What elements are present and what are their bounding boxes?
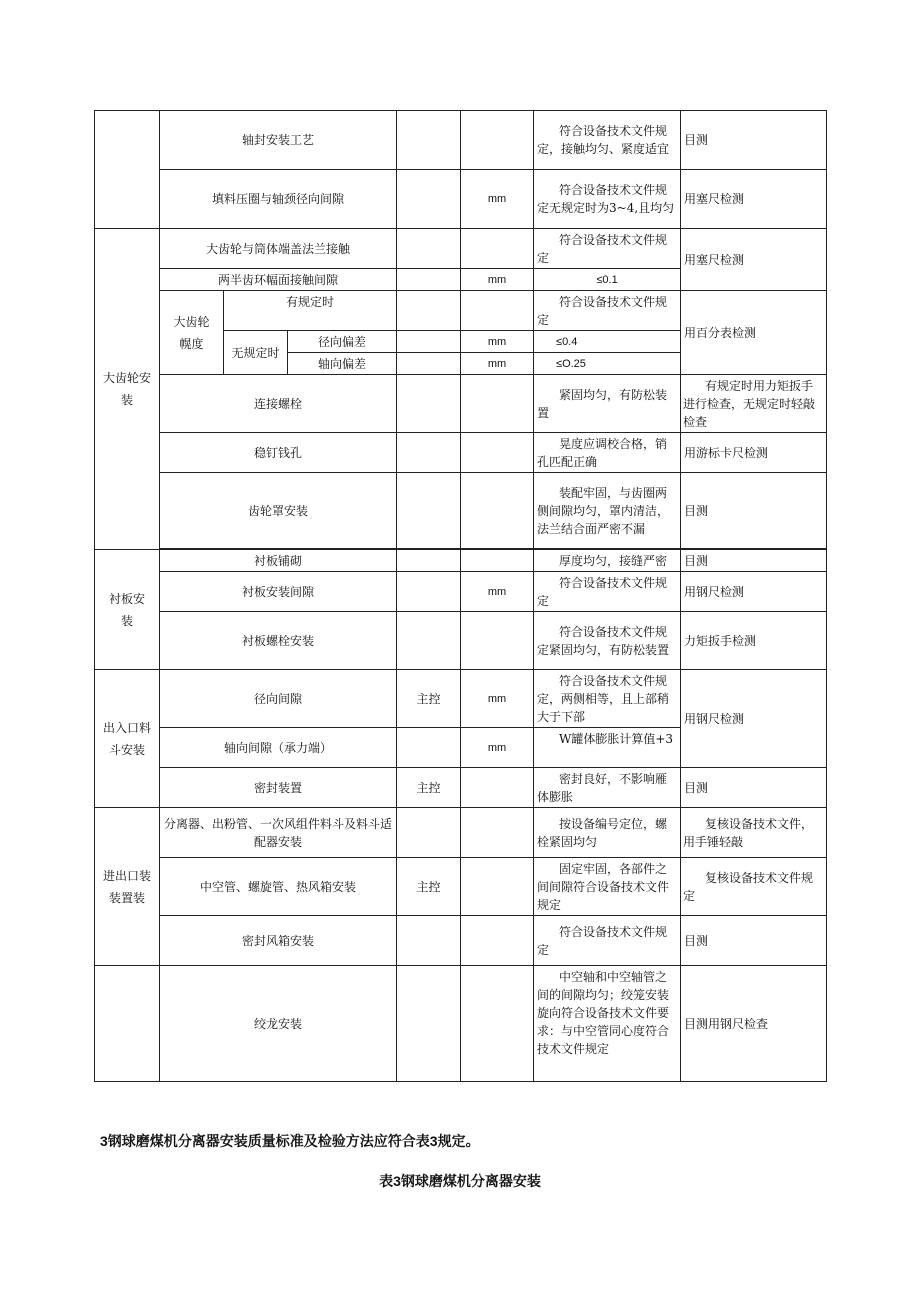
- method-dowel-holes: 用游标卡尺检测: [681, 433, 827, 473]
- unit-cell: [461, 291, 534, 331]
- item-gear-wobble: [160, 291, 224, 375]
- group-big-gear: [95, 229, 160, 550]
- item-radial-deviation: 径向偏差: [288, 331, 397, 353]
- item-hollow-tube: 中空管、螺旋管、热风箱安装: [160, 858, 397, 916]
- standard-liner-gap: 符合设备技术文件规定: [534, 572, 681, 612]
- standard-radial-deviation: ≤0.4: [534, 331, 681, 353]
- method-liner-bolts: 力矩扳手检测: [681, 612, 827, 670]
- group-big-gear-label: 大齿轮安装: [102, 371, 151, 407]
- item-hopper-radial-gap: 径向间隙: [160, 670, 397, 728]
- section-paragraph: 3钢球磨煤机分离器安装质量标准及检验方法应符合表3规定。: [100, 1133, 480, 1149]
- standard-gear-cover: 装配牢固，与齿圈两侧间隙均匀，罩内清洁，法兰结合面严密不漏: [534, 473, 681, 549]
- level-cell: [397, 170, 461, 229]
- level-cell: [397, 375, 461, 433]
- unit-half-ring-gap: mm: [461, 269, 534, 291]
- unit-hopper-axial-gap: mm: [461, 728, 534, 768]
- item-gear-cover: 齿轮罩安装: [160, 473, 397, 549]
- item-hopper-axial-gap: 轴向间隙（承力端）: [160, 728, 397, 768]
- level-cell: [397, 229, 461, 269]
- method-seal-box: 目测: [681, 916, 827, 966]
- inspection-table: [94, 110, 827, 1082]
- level-cell: [397, 612, 461, 670]
- item-liner-laying: 衬板铺砌: [160, 550, 397, 572]
- item-axial-deviation: 轴向偏差: [288, 353, 397, 375]
- standard-axial-deviation: ≤O.25: [534, 353, 681, 375]
- standard-hollow-tube: 固定牢固，各部件之间间隙符合设备技术文件规定: [534, 858, 681, 916]
- item-seal-box: 密封风箱安装: [160, 916, 397, 966]
- unit-cell: [461, 111, 534, 170]
- table-caption: 表3钢球磨煤机分离器安装: [379, 1173, 541, 1189]
- level-cell: [397, 916, 461, 966]
- level-cell: [397, 808, 461, 858]
- item-separator: 分离器、出粉管、一次风组件料斗及料斗适配器安装: [160, 808, 397, 858]
- standard-shaft-seal: 符合设备技术文件规定，接触均匀、紧度适宜: [534, 111, 681, 170]
- group-cell-continued: [95, 111, 160, 229]
- item-wobble-unspecified: 无规定时: [224, 331, 288, 375]
- unit-cell: [461, 768, 534, 808]
- unit-radial-deviation: mm: [461, 331, 534, 353]
- standard-gear-flange: 符合设备技术文件规定: [534, 229, 681, 269]
- level-hopper-radial-gap: 主控: [397, 670, 461, 728]
- standard-seal-box: 符合设备技术文件规定: [534, 916, 681, 966]
- item-gear-wobble-label: 大齿轮幌度: [173, 314, 210, 351]
- item-liner-bolts: 衬板螺栓安装: [160, 612, 397, 670]
- item-gear-bolts: 连接螺栓: [160, 375, 397, 433]
- group-liner: [95, 550, 160, 670]
- standard-hopper-axial-gap: W罐体膨胀计算值+3: [534, 728, 681, 768]
- level-cell: [397, 473, 461, 549]
- unit-cell: [461, 858, 534, 916]
- item-liner-gap: 衬板安装间隙: [160, 572, 397, 612]
- group-cell-empty: [95, 966, 160, 1082]
- method-gear-flange: 用塞尺检测: [681, 229, 827, 291]
- standard-separator: 按设备编号定位，螺栓紧固均匀: [534, 808, 681, 858]
- method-auger: 目测用钢尺检查: [681, 966, 827, 1082]
- item-wobble-specified: 有规定时: [224, 291, 397, 331]
- method-hollow-tube: 复核设备技术文件规定: [681, 858, 827, 916]
- level-cell: [397, 966, 461, 1082]
- method-liner-laying: 目测: [681, 550, 827, 572]
- method-hopper-seal: 目测: [681, 768, 827, 808]
- method-gear-cover: 目测: [681, 473, 827, 549]
- level-cell: [397, 433, 461, 473]
- standard-half-ring-gap: ≤0.1: [534, 269, 681, 291]
- level-cell: [397, 111, 461, 170]
- item-dowel-holes: 稳钉钱孔: [160, 433, 397, 473]
- item-packing-gap: 填料压圈与轴颈径向间隙: [160, 170, 397, 229]
- unit-axial-deviation: mm: [461, 353, 534, 375]
- standard-hopper-seal: 密封良好，不影响雁体膨胀: [534, 768, 681, 808]
- standard-liner-bolts: 符合设备技术文件规定紧固均匀，有防松装置: [534, 612, 681, 670]
- unit-cell: [461, 433, 534, 473]
- level-cell: [397, 291, 461, 331]
- level-hopper-seal: 主控: [397, 768, 461, 808]
- group-hopper-label: 出入口料斗安装: [102, 720, 151, 757]
- standard-packing-gap: 符合设备技术文件规定无规定时为3~4,且均匀: [534, 170, 681, 229]
- level-cell: [397, 728, 461, 768]
- standard-wobble-specified: 符合设备技术文件规定: [534, 291, 681, 331]
- group-inlet-outlet-label: 进出口装装置装: [102, 868, 151, 905]
- standard-hopper-radial-gap: 符合设备技术文件规定，两侧相等，且上部稍大于下部: [534, 670, 681, 728]
- standard-auger: 中空轴和中空轴管之间的间隙均匀；绞笼安装旋向符合设备技术文件要求：与中空管同心度符合技术文件规定: [534, 966, 681, 1082]
- unit-packing-gap: mm: [461, 170, 534, 229]
- standard-liner-laying: 厚度均匀，接缝严密: [534, 550, 681, 572]
- unit-cell: [461, 550, 534, 572]
- level-hollow-tube: 主控: [397, 858, 461, 916]
- unit-cell: [461, 916, 534, 966]
- group-inlet-outlet: [95, 808, 160, 966]
- method-liner-gap: 用钢尺检测: [681, 572, 827, 612]
- method-gear-wobble: 用百分表检测: [681, 291, 827, 375]
- method-separator: 复核设备技术文件，用手锤轻敲: [681, 808, 827, 858]
- unit-cell: [461, 473, 534, 549]
- method-packing-gap: 用塞尺检测: [681, 170, 827, 229]
- group-liner-label: 衬板安装: [108, 591, 145, 628]
- method-shaft-seal: 目测: [681, 111, 827, 170]
- unit-cell: [461, 229, 534, 269]
- level-cell: [397, 269, 461, 291]
- method-gear-bolts: 有规定时用力矩扳手进行检查，无规定时轻敲检查: [681, 375, 827, 433]
- level-cell: [397, 572, 461, 612]
- standard-gear-bolts: 紧固均匀，有防松装置: [534, 375, 681, 433]
- standard-dowel-holes: 晃度应调校合格，销孔匹配正确: [534, 433, 681, 473]
- group-hopper: [95, 670, 160, 808]
- item-hopper-seal: 密封装置: [160, 768, 397, 808]
- unit-hopper-radial-gap: mm: [461, 670, 534, 728]
- unit-cell: [461, 808, 534, 858]
- unit-cell: [461, 612, 534, 670]
- item-gear-flange: 大齿轮与筒体端盖法兰接触: [160, 229, 397, 269]
- item-half-ring-gap: 两半齿环幅面接触间隙: [160, 269, 397, 291]
- level-cell: [397, 331, 461, 353]
- item-shaft-seal: 轴封安装工艺: [160, 111, 397, 170]
- item-auger: 绞龙安装: [160, 966, 397, 1082]
- level-cell: [397, 353, 461, 375]
- unit-cell: [461, 375, 534, 433]
- level-cell: [397, 550, 461, 572]
- unit-cell: [461, 966, 534, 1082]
- unit-liner-gap: mm: [461, 572, 534, 612]
- method-hopper-gap: 用钢尺检测: [681, 670, 827, 768]
